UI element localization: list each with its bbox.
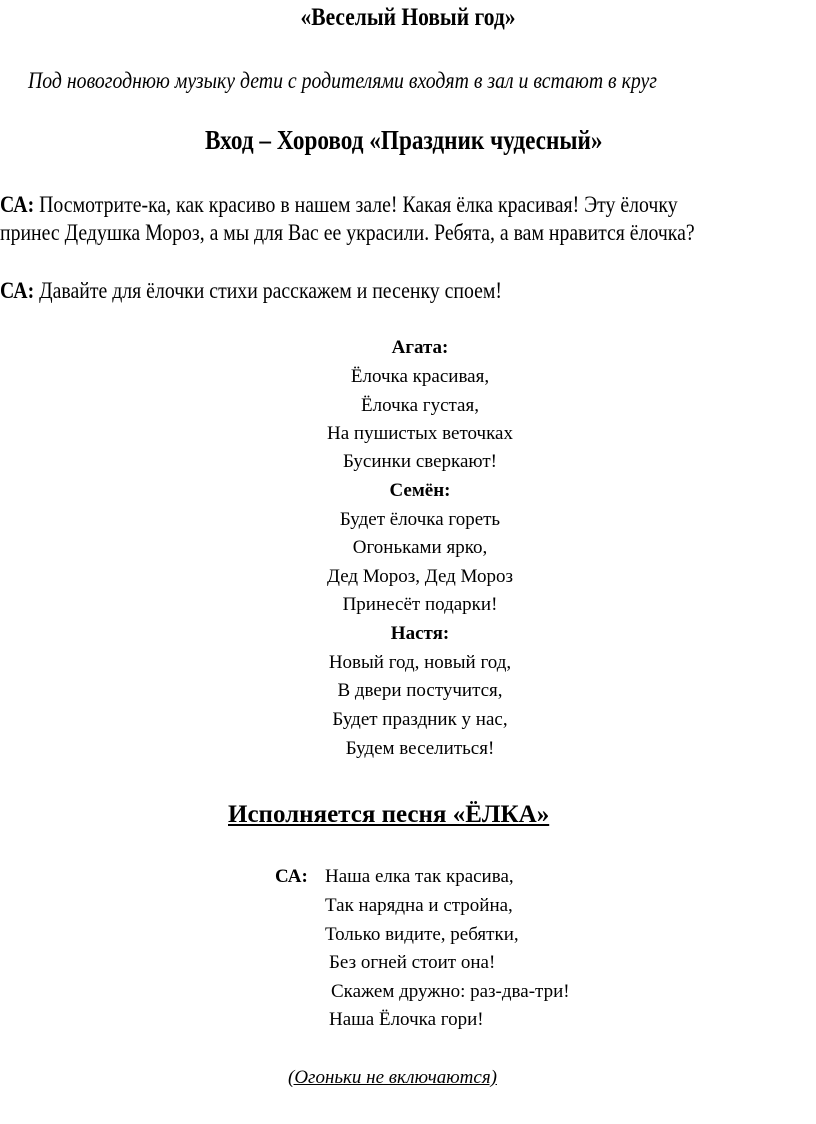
verse-line: Так нарядна и стройна, xyxy=(325,895,513,916)
document-title: «Веселый Новый год» xyxy=(300,4,516,31)
verse-line: Скажем дружно: раз-два-три! xyxy=(331,981,570,1002)
speaker-label: СА: xyxy=(0,192,35,217)
poem-line: Ёлочка густая, xyxy=(361,395,479,416)
speaker-label: Агата: xyxy=(391,337,449,358)
verse-line: Наша елка так красива, xyxy=(325,866,514,887)
speaker-label: СА: xyxy=(275,866,308,887)
poem-line: Ёлочка красивая, xyxy=(350,366,490,387)
dialog-line xyxy=(0,193,678,216)
poem-line: Принесёт подарки! xyxy=(342,594,498,615)
intro-stage-direction: Под новогоднюю музыку дети с родителями входят в зал и встают в круг xyxy=(28,68,657,93)
dialog-text: Посмотрите-ка, как красиво в нашем зале! Какая ёлка красивая! Эту ёлочку xyxy=(39,192,678,217)
poem-line: Будет праздник у нас, xyxy=(332,709,508,730)
poem-line: Дед Мороз, Дед Мороз xyxy=(327,566,513,587)
speaker-label: Семён: xyxy=(389,480,451,501)
poem-line: На пушистых веточках xyxy=(327,423,513,444)
section-heading: Вход – Хоровод «Праздник чудесный» xyxy=(205,125,603,155)
poem-line: Огоньками ярко, xyxy=(352,537,488,558)
song-heading: Исполняется песня «ЁЛКА» xyxy=(228,801,550,828)
speaker-label: СА: xyxy=(0,278,35,303)
dialog-line xyxy=(0,279,502,302)
verse-line: Без огней стоит она! xyxy=(329,952,496,973)
verse-line: Наша Ёлочка гори! xyxy=(329,1009,484,1030)
poem-line: В двери постучится, xyxy=(337,680,503,701)
stage-note: (Огоньки не включаются) xyxy=(288,1067,497,1088)
poem-line: Новый год, новый год, xyxy=(328,652,512,673)
speaker-label: Настя: xyxy=(390,623,450,644)
poem-line: Будет ёлочка гореть xyxy=(339,509,501,530)
verse-line: Только видите, ребятки, xyxy=(325,924,519,945)
poem-line: Бусинки сверкают! xyxy=(342,451,498,472)
dialog-text: Давайте для ёлочки стихи расскажем и песенку споем! xyxy=(39,278,503,303)
poem-line: Будем веселиться! xyxy=(345,738,495,759)
dialog-text: принес Дедушка Мороз, а мы для Вас ее украсили. Ребята, а вам нравится ёлочка? xyxy=(0,220,695,245)
